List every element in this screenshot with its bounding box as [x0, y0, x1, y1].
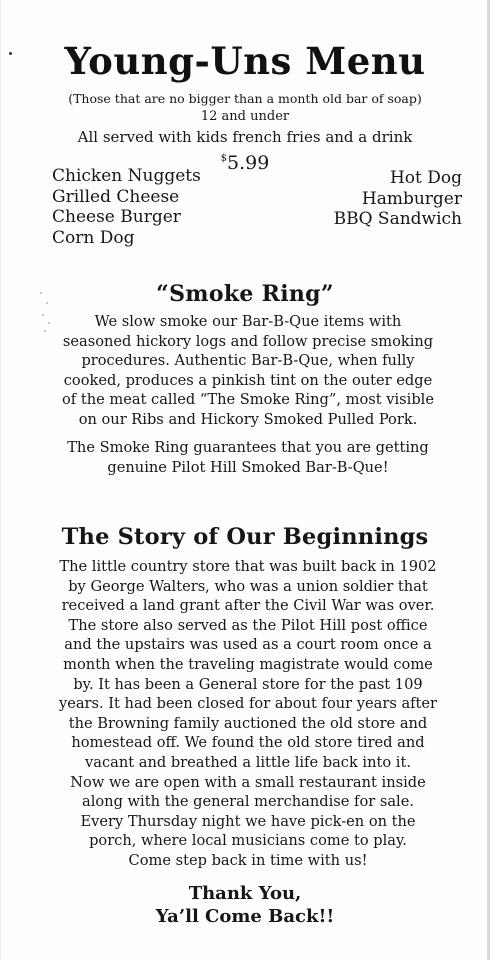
kids-menu-served-with: All served with kids french fries and a drink	[77, 128, 413, 146]
kids-menu-age-note: 12 and under	[200, 109, 290, 124]
text-line: by. It has been a General store for the past 109	[73, 675, 423, 693]
menu-item: Grilled Cheese	[52, 186, 180, 207]
text-line: The Smoke Ring guarantees that you are getting	[67, 439, 429, 456]
smoke-ring-guarantee	[28, 438, 468, 477]
smoke-ring-heading: “Smoke Ring”	[156, 281, 334, 307]
text-line: homestead off. We found the old store tired and	[71, 734, 425, 752]
kids-menu-title: Young-Uns Menu	[64, 39, 426, 83]
smoke-ring-description	[28, 312, 468, 430]
kids-menu-size-note: (Those that are no bigger than a month old bar of soap)	[68, 91, 422, 106]
text-line: of the meat called “The Smoke Ring”, most visible	[62, 391, 434, 409]
menu-item: Chicken Nuggets	[52, 166, 201, 186]
text-line: cooked, produces a pinkish tint on the outer edge	[63, 371, 433, 389]
text-line: We slow smoke our Bar-B-Que items with	[94, 313, 402, 330]
closing-message	[0, 882, 490, 928]
kids-menu-items-right	[334, 168, 462, 230]
text-line: by George Walters, who was a union soldier that	[68, 577, 428, 595]
closing-line-thank-you: Thank You,	[188, 883, 302, 904]
text-line: Now we are open with a small restaurant inside	[70, 773, 426, 791]
text-line: porch, where local musicians come to play.	[89, 832, 407, 850]
text-line: along with the general merchandise for sale.	[82, 793, 414, 811]
menu-item: Hot Dog	[389, 168, 462, 188]
text-line: Every Thursday night we have pick-en on the	[80, 812, 416, 830]
text-line: The little country store that was built back in 1902	[59, 558, 437, 575]
story-heading: The Story of Our Beginnings	[61, 524, 429, 550]
text-line: The store also served as the Pilot Hill post office	[68, 616, 428, 634]
text-line: month when the traveling magistrate would come	[63, 655, 433, 673]
menu-item: Hamburger	[361, 188, 462, 209]
menu-item: Cheese Burger	[52, 207, 181, 227]
story-body	[22, 557, 474, 871]
text-line: vacant and breathed a little life back into it.	[85, 753, 411, 771]
text-line: seasoned hickory logs and follow precise smoking	[62, 332, 434, 350]
text-line: years. It had been closed for about four years after	[58, 695, 438, 713]
text-line: Come step back in time with us!	[128, 851, 368, 869]
text-line: the Browning family auctioned the old store and	[68, 714, 428, 732]
menu-item: Corn Dog	[52, 227, 135, 248]
text-line: procedures. Authentic Bar-B-Que, when fully	[81, 352, 415, 370]
text-line: and the upstairs was used as a court room once a	[64, 636, 432, 654]
menu-item: BBQ Sandwich	[333, 209, 462, 229]
text-line: genuine Pilot Hill Smoked Bar-B-Que!	[107, 458, 389, 476]
price-value: 5.99	[227, 152, 270, 174]
closing-line-come-back: Ya’ll Come Back!!	[155, 906, 335, 927]
price-currency-symbol: $	[220, 153, 228, 164]
kids-menu-items-left	[52, 166, 201, 248]
text-line: received a land grant after the Civil War was over.	[61, 597, 435, 615]
text-line: on our Ribs and Hickory Smoked Pulled Pork.	[78, 410, 418, 428]
